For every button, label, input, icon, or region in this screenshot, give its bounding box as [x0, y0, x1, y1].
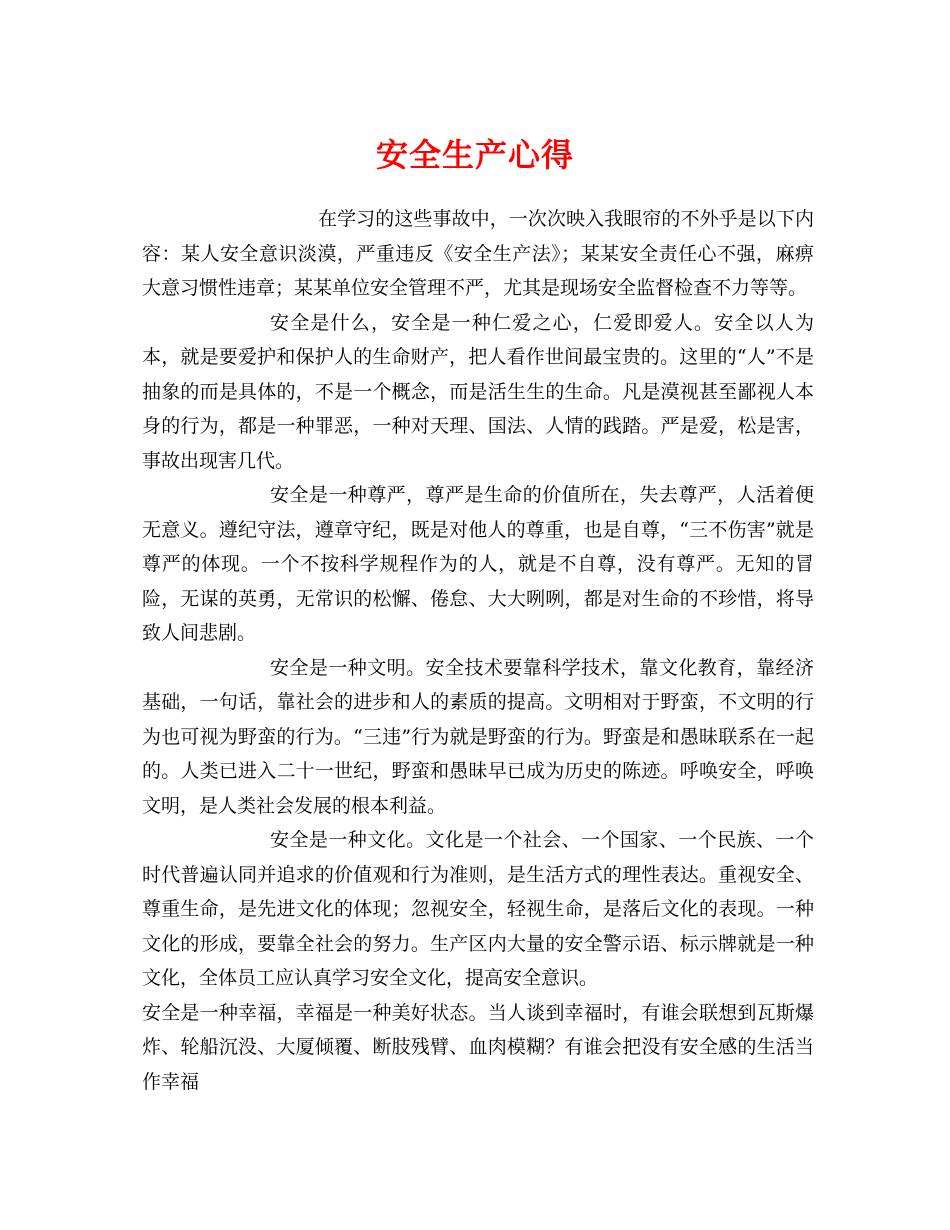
paragraph: 安全是一种尊严，尊严是生命的价值所在，失去尊严，人活着便无意义。遵纪守法，遵章守纪，既是对他人的尊重，也是自尊，“三不伤害”就是尊严的体现。一个不按科学规程作为的人，就是不自尊，没有尊严。无知的冒险，无谋的英勇，无常识的松懈、倦怠、大大咧咧，都是对生命的不珍惜，将导致人间悲剧。 [142, 484, 814, 644]
document-title: 安全生产心得 [375, 136, 574, 174]
paragraph: 安全是一种文化。文化是一个社会、一个国家、一个民族、一个时代普遍认同并追求的价值观和行为准则，是生活方式的理性表达。重视安全、尊重生命，是先进文化的体现；忽视安全，轻视生命，是落后文化的表现。一种文化的形成，要靠全社会的努力。生产区内大量的安全警示语、标示牌就是一种文化，全体员工应认真学习安全文化，提高安全意识。 [142, 829, 814, 989]
paragraph: 安全是一种幸福，幸福是一种美好状态。当人谈到幸福时，有谁会联想到瓦斯爆炸、轮船沉没、大厦倾覆、断肢残臂、血肉模糊？有谁会把没有安全感的生活当作幸福 [142, 1001, 814, 1093]
document-body [142, 202, 814, 1099]
paragraph: 安全是什么，安全是一种仁爱之心，仁爱即爱人。安全以人为本，就是要爱护和保护人的生命财产，把人看作世间最宝贵的。这里的“人”不是抽象的而是具体的，不是一个概念，而是活生生的生命。凡是漠视甚至鄙视人本身的行为，都是一种罪恶，一种对天理、国法、人情的践踏。严是爱，松是害，事故出现害几代。 [142, 311, 814, 472]
paragraph: 安全是一种文明。安全技术要靠科学技术，靠文化教育，靠经济基础，一句话，靠社会的进步和人的素质的提高。文明相对于野蛮，不文明的行为也可视为野蛮的行为。“三违”行为就是野蛮的行为。野蛮是和愚昧联系在一起的。人类已进入二十一世纪，野蛮和愚昧早已成为历史的陈迹。呼唤安全，呼唤文明，是人类社会发展的根本利益。 [142, 656, 814, 817]
paragraph: 在学习的这些事故中，一次次映入我眼帘的不外乎是以下内容：某人安全意识淡漠，严重违反《安全生产法》；某某安全责任心不强，麻痹大意习惯性违章；某某单位安全管理不严，尤其是现场安全监督检查不力等等。 [142, 208, 814, 299]
